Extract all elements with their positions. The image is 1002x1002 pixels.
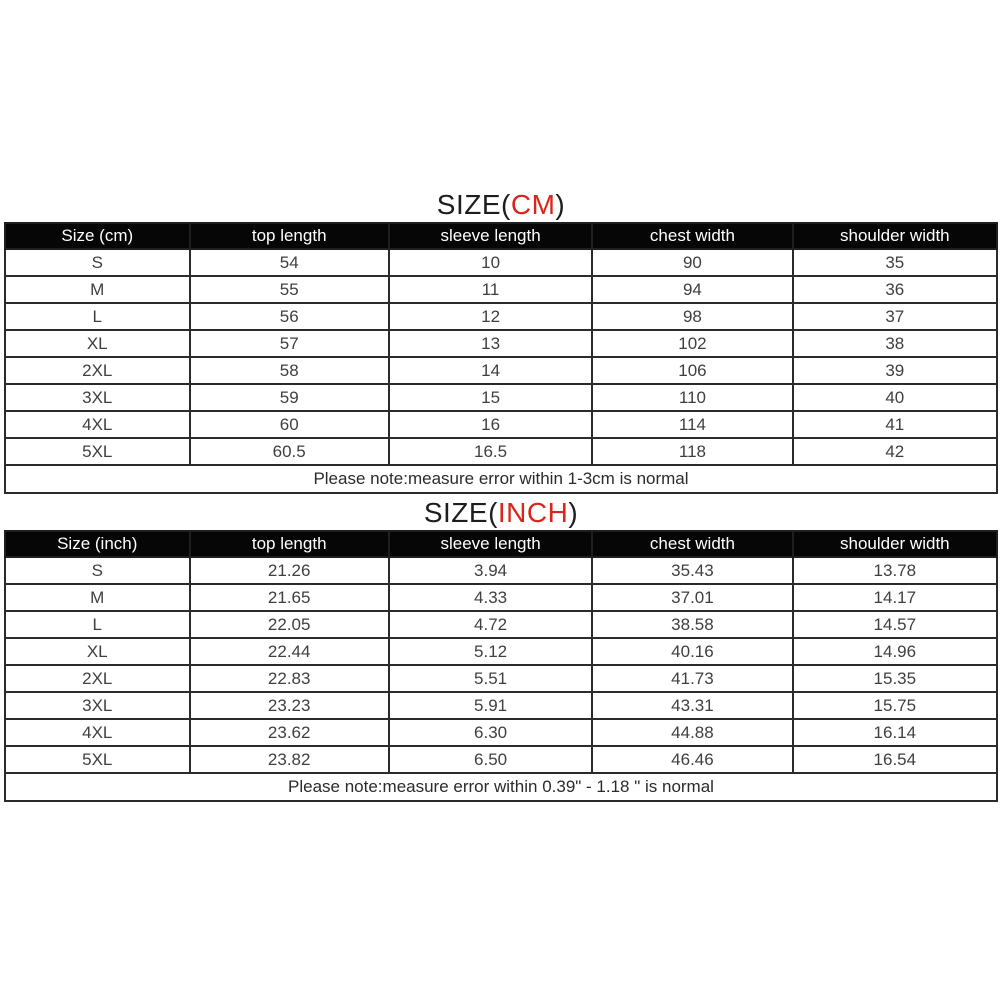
- size-cell: 4XL: [5, 719, 190, 746]
- value-cell: 40: [793, 384, 997, 411]
- value-cell: 46.46: [592, 746, 792, 773]
- inch-measure-note: Please note:measure error within 0.39" - 1.18 " is normal: [5, 773, 997, 801]
- value-cell: 6.30: [389, 719, 592, 746]
- inch-header-row: [5, 531, 997, 557]
- table-row: [5, 303, 997, 330]
- cm-title-unit: CM: [510, 189, 556, 220]
- value-cell: 15.35: [793, 665, 997, 692]
- table-row: [5, 611, 997, 638]
- value-cell: 22.44: [190, 638, 389, 665]
- value-cell: 38.58: [592, 611, 792, 638]
- value-cell: 102: [592, 330, 792, 357]
- value-cell: 60.5: [190, 438, 389, 465]
- size-cell: 3XL: [5, 692, 190, 719]
- cm-header-row: [5, 223, 997, 249]
- value-cell: 43.31: [592, 692, 792, 719]
- column-header: sleeve length: [389, 531, 592, 557]
- column-header: top length: [190, 531, 389, 557]
- cm-measure-note: Please note:measure error within 1-3cm is normal: [5, 465, 997, 493]
- cm-title-suffix: ): [555, 189, 566, 220]
- table-row: [5, 249, 997, 276]
- value-cell: 14.96: [793, 638, 997, 665]
- value-cell: 90: [592, 249, 792, 276]
- cm-section-title: [0, 188, 1002, 221]
- value-cell: 5.12: [389, 638, 592, 665]
- value-cell: 39: [793, 357, 997, 384]
- size-cell: L: [5, 611, 190, 638]
- value-cell: 44.88: [592, 719, 792, 746]
- column-header: chest width: [592, 531, 792, 557]
- value-cell: 41.73: [592, 665, 792, 692]
- column-header: shoulder width: [793, 223, 997, 249]
- value-cell: 57: [190, 330, 389, 357]
- value-cell: 54: [190, 249, 389, 276]
- inch-section-title: [0, 496, 1002, 529]
- value-cell: 106: [592, 357, 792, 384]
- inch-title-suffix: ): [568, 497, 579, 528]
- value-cell: 14: [389, 357, 592, 384]
- value-cell: 10: [389, 249, 592, 276]
- value-cell: 16.14: [793, 719, 997, 746]
- table-row: [5, 411, 997, 438]
- value-cell: 11: [389, 276, 592, 303]
- inch-table-body: [5, 557, 997, 773]
- table-row: [5, 584, 997, 611]
- inch-title-unit: INCH: [497, 497, 569, 528]
- value-cell: 38: [793, 330, 997, 357]
- value-cell: 5.51: [389, 665, 592, 692]
- value-cell: 56: [190, 303, 389, 330]
- value-cell: 40.16: [592, 638, 792, 665]
- column-header: shoulder width: [793, 531, 997, 557]
- value-cell: 114: [592, 411, 792, 438]
- table-row: [5, 276, 997, 303]
- value-cell: 60: [190, 411, 389, 438]
- value-cell: 5.91: [389, 692, 592, 719]
- value-cell: 14.17: [793, 584, 997, 611]
- column-header: top length: [190, 223, 389, 249]
- inch-note-row: [5, 773, 997, 801]
- value-cell: 21.65: [190, 584, 389, 611]
- value-cell: 3.94: [389, 557, 592, 584]
- table-row: [5, 638, 997, 665]
- table-row: [5, 384, 997, 411]
- value-cell: 23.82: [190, 746, 389, 773]
- value-cell: 22.83: [190, 665, 389, 692]
- value-cell: 14.57: [793, 611, 997, 638]
- column-header: Size (inch): [5, 531, 190, 557]
- value-cell: 4.33: [389, 584, 592, 611]
- value-cell: 6.50: [389, 746, 592, 773]
- table-row: [5, 719, 997, 746]
- column-header: Size (cm): [5, 223, 190, 249]
- cm-title-prefix: SIZE(: [436, 189, 511, 220]
- value-cell: 118: [592, 438, 792, 465]
- value-cell: 16.5: [389, 438, 592, 465]
- value-cell: 16: [389, 411, 592, 438]
- value-cell: 15.75: [793, 692, 997, 719]
- cm-size-table: [4, 222, 998, 494]
- size-cell: 2XL: [5, 357, 190, 384]
- table-row: [5, 330, 997, 357]
- value-cell: 94: [592, 276, 792, 303]
- size-cell: S: [5, 249, 190, 276]
- value-cell: 12: [389, 303, 592, 330]
- size-cell: M: [5, 276, 190, 303]
- size-cell: 5XL: [5, 746, 190, 773]
- table-row: [5, 665, 997, 692]
- size-cell: 2XL: [5, 665, 190, 692]
- value-cell: 13: [389, 330, 592, 357]
- inch-title-prefix: SIZE(: [423, 497, 498, 528]
- value-cell: 23.23: [190, 692, 389, 719]
- value-cell: 4.72: [389, 611, 592, 638]
- size-cell: XL: [5, 330, 190, 357]
- cm-table-body: [5, 249, 997, 465]
- table-row: [5, 746, 997, 773]
- table-row: [5, 557, 997, 584]
- value-cell: 55: [190, 276, 389, 303]
- value-cell: 36: [793, 276, 997, 303]
- table-row: [5, 438, 997, 465]
- value-cell: 41: [793, 411, 997, 438]
- value-cell: 22.05: [190, 611, 389, 638]
- inch-size-table: [4, 530, 998, 802]
- size-cell: M: [5, 584, 190, 611]
- column-header: chest width: [592, 223, 792, 249]
- value-cell: 23.62: [190, 719, 389, 746]
- value-cell: 21.26: [190, 557, 389, 584]
- size-cell: 5XL: [5, 438, 190, 465]
- size-cell: S: [5, 557, 190, 584]
- size-cell: 4XL: [5, 411, 190, 438]
- table-row: [5, 692, 997, 719]
- value-cell: 35.43: [592, 557, 792, 584]
- size-cell: XL: [5, 638, 190, 665]
- value-cell: 15: [389, 384, 592, 411]
- table-row: [5, 357, 997, 384]
- value-cell: 59: [190, 384, 389, 411]
- cm-note-row: [5, 465, 997, 493]
- value-cell: 110: [592, 384, 792, 411]
- value-cell: 13.78: [793, 557, 997, 584]
- size-cell: 3XL: [5, 384, 190, 411]
- value-cell: 35: [793, 249, 997, 276]
- value-cell: 98: [592, 303, 792, 330]
- value-cell: 42: [793, 438, 997, 465]
- column-header: sleeve length: [389, 223, 592, 249]
- size-cell: L: [5, 303, 190, 330]
- value-cell: 37: [793, 303, 997, 330]
- value-cell: 16.54: [793, 746, 997, 773]
- value-cell: 37.01: [592, 584, 792, 611]
- value-cell: 58: [190, 357, 389, 384]
